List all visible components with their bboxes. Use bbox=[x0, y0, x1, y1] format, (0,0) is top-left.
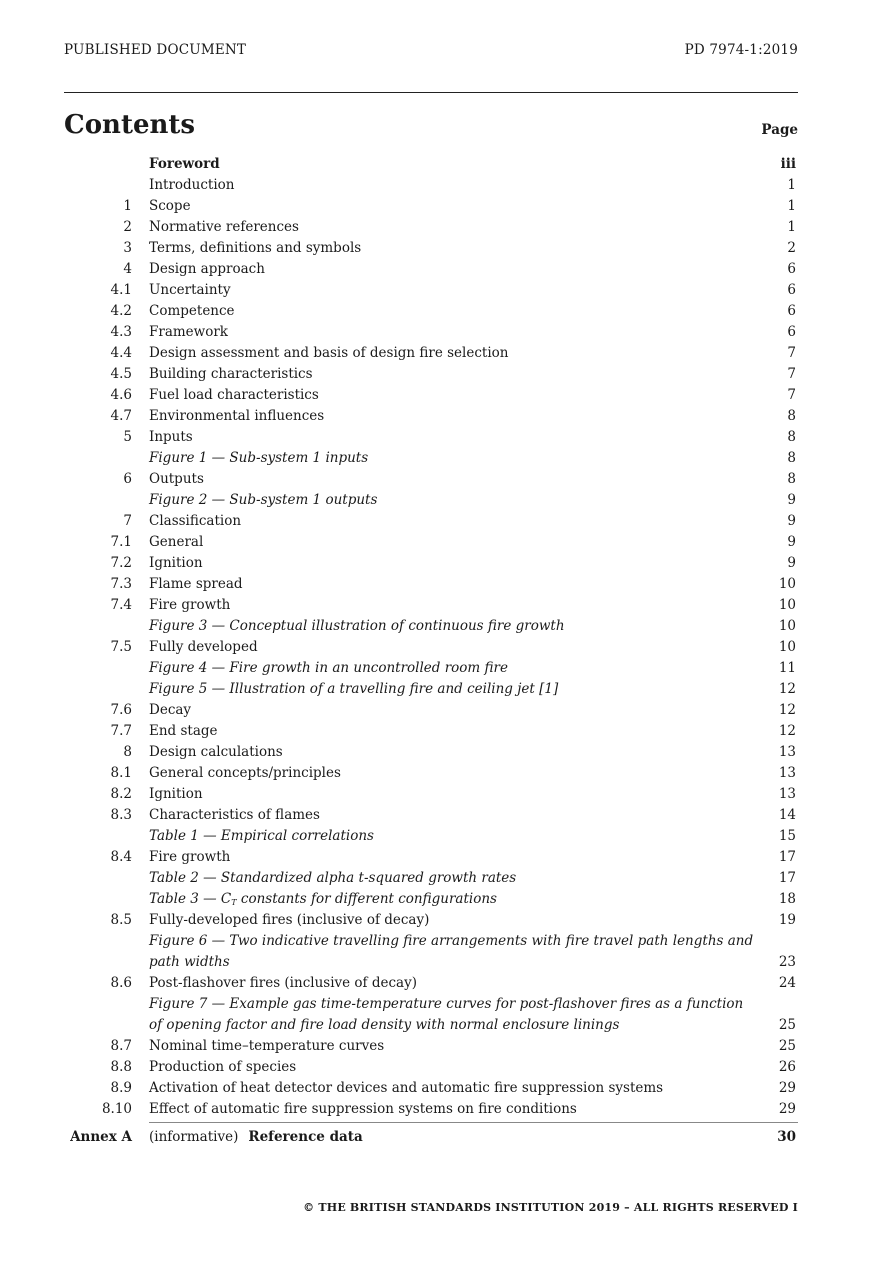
annex-page: 30 bbox=[777, 1129, 796, 1145]
toc-entry-title: Ignition bbox=[149, 786, 203, 802]
toc-entry-title: Building characteristics bbox=[149, 366, 313, 382]
toc-entry[interactable] bbox=[0, 847, 892, 868]
toc-entry[interactable] bbox=[0, 574, 892, 595]
toc-figure-entry[interactable] bbox=[0, 868, 892, 889]
toc-entry-number: 7.4 bbox=[110, 597, 132, 613]
toc-entry[interactable] bbox=[0, 217, 892, 238]
toc-entry-title: Classification bbox=[149, 513, 242, 529]
toc-figure-entry[interactable] bbox=[0, 994, 892, 1036]
toc-entry-title: Figure 7 — Example gas time-temperature curves for post-flashover fires as a function of opening factor and fire load density with normal enclosure linings bbox=[149, 996, 744, 1033]
toc-entry-title: End stage bbox=[149, 723, 218, 739]
toc-entry-title: Figure 4 — Fire growth in an uncontrolled room fire bbox=[149, 660, 508, 676]
toc-entry-page: 6 bbox=[787, 282, 796, 298]
toc-entry-page: 7 bbox=[787, 366, 796, 382]
toc-entry-number: 7.5 bbox=[110, 639, 132, 655]
toc-entry-title: Post-flashover fires (inclusive of decay) bbox=[149, 975, 417, 991]
toc-entry-number: 7.2 bbox=[110, 555, 132, 571]
toc-entry-number: 8.5 bbox=[110, 912, 132, 928]
toc-entry-number: 6 bbox=[123, 471, 132, 487]
toc-entry[interactable] bbox=[0, 637, 892, 658]
toc-figure-entry[interactable] bbox=[0, 448, 892, 469]
toc-entry-page: 14 bbox=[778, 807, 796, 823]
toc-entry[interactable] bbox=[0, 1057, 892, 1078]
toc-entry[interactable] bbox=[0, 1036, 892, 1057]
toc-entry-number: 4.4 bbox=[110, 345, 132, 361]
toc-entry[interactable] bbox=[0, 700, 892, 721]
toc-entry-number: 4.1 bbox=[110, 282, 132, 298]
toc-entry-title: Inputs bbox=[149, 429, 193, 445]
toc-entry-page: 18 bbox=[778, 891, 796, 907]
toc-entry-number: 8.4 bbox=[110, 849, 132, 865]
toc-entry-number: 8.1 bbox=[110, 765, 132, 781]
toc-entry-page: 11 bbox=[778, 660, 796, 676]
toc-entry-page: 29 bbox=[778, 1101, 796, 1117]
toc-entry-number: 8.7 bbox=[110, 1038, 132, 1054]
toc-entry-number: 1 bbox=[123, 198, 132, 214]
toc-entry-page: 7 bbox=[787, 387, 796, 403]
toc-annex-entry[interactable] bbox=[0, 1120, 892, 1147]
toc-entry-title: Fully developed bbox=[149, 639, 258, 655]
toc-entry[interactable] bbox=[0, 595, 892, 616]
toc-entry-page: 10 bbox=[778, 639, 796, 655]
toc-entry-title: Terms, definitions and symbols bbox=[149, 240, 362, 256]
toc-figure-entry[interactable] bbox=[0, 679, 892, 700]
toc-entry-title: Ignition bbox=[149, 555, 203, 571]
toc-entry-page: 17 bbox=[778, 849, 796, 865]
toc-entry-number: 8.3 bbox=[110, 807, 132, 823]
toc-entry-number: 2 bbox=[123, 219, 132, 235]
toc-entry-page: 12 bbox=[778, 681, 796, 697]
toc-entry-page: 9 bbox=[787, 534, 796, 550]
toc-entry-title: Nominal time–temperature curves bbox=[149, 1038, 385, 1054]
toc-entry[interactable] bbox=[0, 322, 892, 343]
toc-entry-page: 6 bbox=[787, 261, 796, 277]
toc-entry-page: 25 bbox=[778, 1038, 796, 1054]
toc-entry-number: 7.1 bbox=[110, 534, 132, 550]
toc-entry-page: 17 bbox=[778, 870, 796, 886]
toc-entry-number: 4 bbox=[123, 261, 132, 277]
page-column-heading: Page bbox=[761, 122, 798, 138]
toc-entry-title: General concepts/principles bbox=[149, 765, 341, 781]
toc-entry-number: 4.6 bbox=[110, 387, 132, 403]
toc-entry-title-part: constants for different configurations bbox=[236, 891, 497, 907]
toc-entry-title: Figure 3 — Conceptual illustration of continuous fire growth bbox=[149, 618, 565, 634]
toc-entry-number: 8.10 bbox=[101, 1101, 132, 1117]
toc-figure-entry[interactable] bbox=[0, 826, 892, 847]
toc-entry-title: Fire growth bbox=[149, 597, 231, 613]
toc-entry-number: 8.2 bbox=[110, 786, 132, 802]
toc-entry-page: 29 bbox=[778, 1080, 796, 1096]
toc-entry[interactable] bbox=[0, 238, 892, 259]
toc-entry[interactable] bbox=[0, 427, 892, 448]
toc-entry-page: 19 bbox=[778, 912, 796, 928]
toc-entry-title: Fuel load characteristics bbox=[149, 387, 319, 403]
toc-entry-title: Activation of heat detector devices and automatic fire suppression systems bbox=[149, 1080, 664, 1096]
toc-entry-number: 7.6 bbox=[110, 702, 132, 718]
toc-entry-number: 8 bbox=[123, 744, 132, 760]
toc-entry-title: Figure 1 — Sub-system 1 inputs bbox=[149, 450, 369, 466]
toc-entry[interactable] bbox=[0, 154, 892, 175]
toc-entry-title: Competence bbox=[149, 303, 235, 319]
toc-figure-entry[interactable] bbox=[0, 889, 892, 910]
toc-entry[interactable] bbox=[0, 805, 892, 826]
toc-entry-page: 7 bbox=[787, 345, 796, 361]
toc-figure-entry[interactable] bbox=[0, 931, 892, 973]
table-of-contents bbox=[0, 154, 892, 1147]
toc-entry-title: Design calculations bbox=[149, 744, 283, 760]
toc-entry-title: Design assessment and basis of design fire selection bbox=[149, 345, 509, 361]
toc-entry-number: 4.3 bbox=[110, 324, 132, 340]
toc-entry-title: Design approach bbox=[149, 261, 265, 277]
toc-entry[interactable] bbox=[0, 721, 892, 742]
toc-entry-title: Table 1 — Empirical correlations bbox=[149, 828, 374, 844]
toc-entry-number: 7.7 bbox=[110, 723, 132, 739]
toc-entry[interactable] bbox=[0, 784, 892, 805]
toc-entry[interactable] bbox=[0, 742, 892, 763]
toc-entry-title: Introduction bbox=[149, 177, 235, 193]
toc-entry-title: Figure 6 — Two indicative travelling fire arrangements with fire travel path lengths and path widths bbox=[149, 933, 754, 970]
toc-entry-page: 9 bbox=[787, 555, 796, 571]
toc-entry-page: 2 bbox=[787, 240, 796, 256]
toc-entry[interactable] bbox=[0, 301, 892, 322]
toc-entry-page: 24 bbox=[778, 975, 796, 991]
page-title: Contents bbox=[64, 110, 196, 140]
toc-entry-number: 8.6 bbox=[110, 975, 132, 991]
toc-entry-page: 26 bbox=[778, 1059, 796, 1075]
toc-entry-page: 13 bbox=[778, 786, 796, 802]
toc-entry-title-part: Table 3 — C bbox=[149, 891, 232, 907]
toc-entry[interactable] bbox=[0, 406, 892, 427]
toc-entry-page: 10 bbox=[778, 576, 796, 592]
toc-entry[interactable] bbox=[0, 196, 892, 217]
toc-entry-page: 23 bbox=[778, 954, 796, 970]
toc-entry-title: Decay bbox=[149, 702, 192, 718]
toc-entry[interactable] bbox=[0, 910, 892, 931]
toc-entry-page: 1 bbox=[787, 219, 796, 235]
toc-entry-title: Production of species bbox=[149, 1059, 297, 1075]
toc-entry[interactable] bbox=[0, 385, 892, 406]
toc-entry-page: 10 bbox=[778, 597, 796, 613]
toc-entry-page: 15 bbox=[778, 828, 796, 844]
toc-entry-page: 9 bbox=[787, 492, 796, 508]
toc-entry-page: 1 bbox=[787, 198, 796, 214]
toc-entry-title: Normative references bbox=[149, 219, 299, 235]
toc-entry[interactable] bbox=[0, 175, 892, 196]
annex-title bbox=[149, 1127, 759, 1148]
toc-entry-number: 4.5 bbox=[110, 366, 132, 382]
toc-entry-title: Foreword bbox=[149, 156, 220, 172]
annex-label: Reference data bbox=[248, 1129, 363, 1145]
header-rule bbox=[64, 92, 798, 93]
header-right: PD 7974-1:2019 bbox=[684, 42, 798, 58]
toc-entry[interactable] bbox=[0, 973, 892, 994]
toc-entry-title: Framework bbox=[149, 324, 228, 340]
toc-entry-page: 25 bbox=[778, 1017, 796, 1033]
toc-entry-page: iii bbox=[780, 156, 796, 172]
toc-entry-number: 4.7 bbox=[110, 408, 132, 424]
toc-figure-entry[interactable] bbox=[0, 616, 892, 637]
toc-entry-title: Outputs bbox=[149, 471, 204, 487]
annex-number: Annex A bbox=[70, 1129, 132, 1145]
toc-figure-entry[interactable] bbox=[0, 490, 892, 511]
toc-entry-title: Table 2 — Standardized alpha t-squared growth rates bbox=[149, 870, 517, 886]
toc-entry-page: 10 bbox=[778, 618, 796, 634]
toc-entry-page: 1 bbox=[787, 177, 796, 193]
toc-entry-title: Scope bbox=[149, 198, 191, 214]
toc-entry-number: 8.8 bbox=[110, 1059, 132, 1075]
toc-entry[interactable] bbox=[0, 553, 892, 574]
toc-entry[interactable] bbox=[0, 259, 892, 280]
toc-entry-number: 7.3 bbox=[110, 576, 132, 592]
toc-entry[interactable] bbox=[0, 1078, 892, 1099]
toc-entry-page: 6 bbox=[787, 324, 796, 340]
toc-entry[interactable] bbox=[0, 763, 892, 784]
toc-entry-number: 4.2 bbox=[110, 303, 132, 319]
toc-entry-number: 7 bbox=[123, 513, 132, 529]
header-left: PUBLISHED DOCUMENT bbox=[64, 42, 247, 58]
toc-entry-page: 8 bbox=[787, 429, 796, 445]
toc-entry-page: 8 bbox=[787, 408, 796, 424]
annex-qualifier: (informative) bbox=[149, 1129, 239, 1145]
toc-entry-page: 12 bbox=[778, 723, 796, 739]
toc-entry-page: 12 bbox=[778, 702, 796, 718]
toc-entry-title: Figure 5 — Illustration of a travelling fire and ceiling jet [1] bbox=[149, 681, 559, 697]
toc-entry[interactable] bbox=[0, 511, 892, 532]
toc-entry-title: Characteristics of flames bbox=[149, 807, 320, 823]
toc-figure-entry[interactable] bbox=[0, 658, 892, 679]
toc-entry-title: Fire growth bbox=[149, 849, 231, 865]
toc-entry[interactable] bbox=[0, 469, 892, 490]
toc-entry-title: General bbox=[149, 534, 204, 550]
footer-copyright: © THE BRITISH STANDARDS INSTITUTION 2019 – ALL RIGHTS RESERVED I bbox=[303, 1201, 798, 1214]
toc-entry-page: 9 bbox=[787, 513, 796, 529]
toc-entry-number: 8.9 bbox=[110, 1080, 132, 1096]
toc-entry-title: Flame spread bbox=[149, 576, 243, 592]
toc-entry-title: Fully-developed fires (inclusive of decay) bbox=[149, 912, 430, 928]
toc-entry[interactable] bbox=[0, 364, 892, 385]
toc-entry-title: Environmental influences bbox=[149, 408, 325, 424]
toc-entry-page: 8 bbox=[787, 471, 796, 487]
toc-entry-page: 6 bbox=[787, 303, 796, 319]
toc-entry[interactable] bbox=[0, 343, 892, 364]
toc-entry[interactable] bbox=[0, 532, 892, 553]
toc-entry-page: 8 bbox=[787, 450, 796, 466]
toc-entry[interactable] bbox=[0, 1099, 892, 1120]
toc-entry-page: 13 bbox=[778, 765, 796, 781]
toc-entry-page: 13 bbox=[778, 744, 796, 760]
toc-entry-title: Figure 2 — Sub-system 1 outputs bbox=[149, 492, 378, 508]
toc-entry-title: Effect of automatic fire suppression systems on fire conditions bbox=[149, 1101, 577, 1117]
toc-entry-title: Uncertainty bbox=[149, 282, 231, 298]
subscript: T bbox=[231, 898, 237, 907]
annex-divider bbox=[149, 1122, 798, 1123]
toc-entry[interactable] bbox=[0, 280, 892, 301]
toc-entry-number: 5 bbox=[123, 429, 132, 445]
toc-entry-number: 3 bbox=[123, 240, 132, 256]
